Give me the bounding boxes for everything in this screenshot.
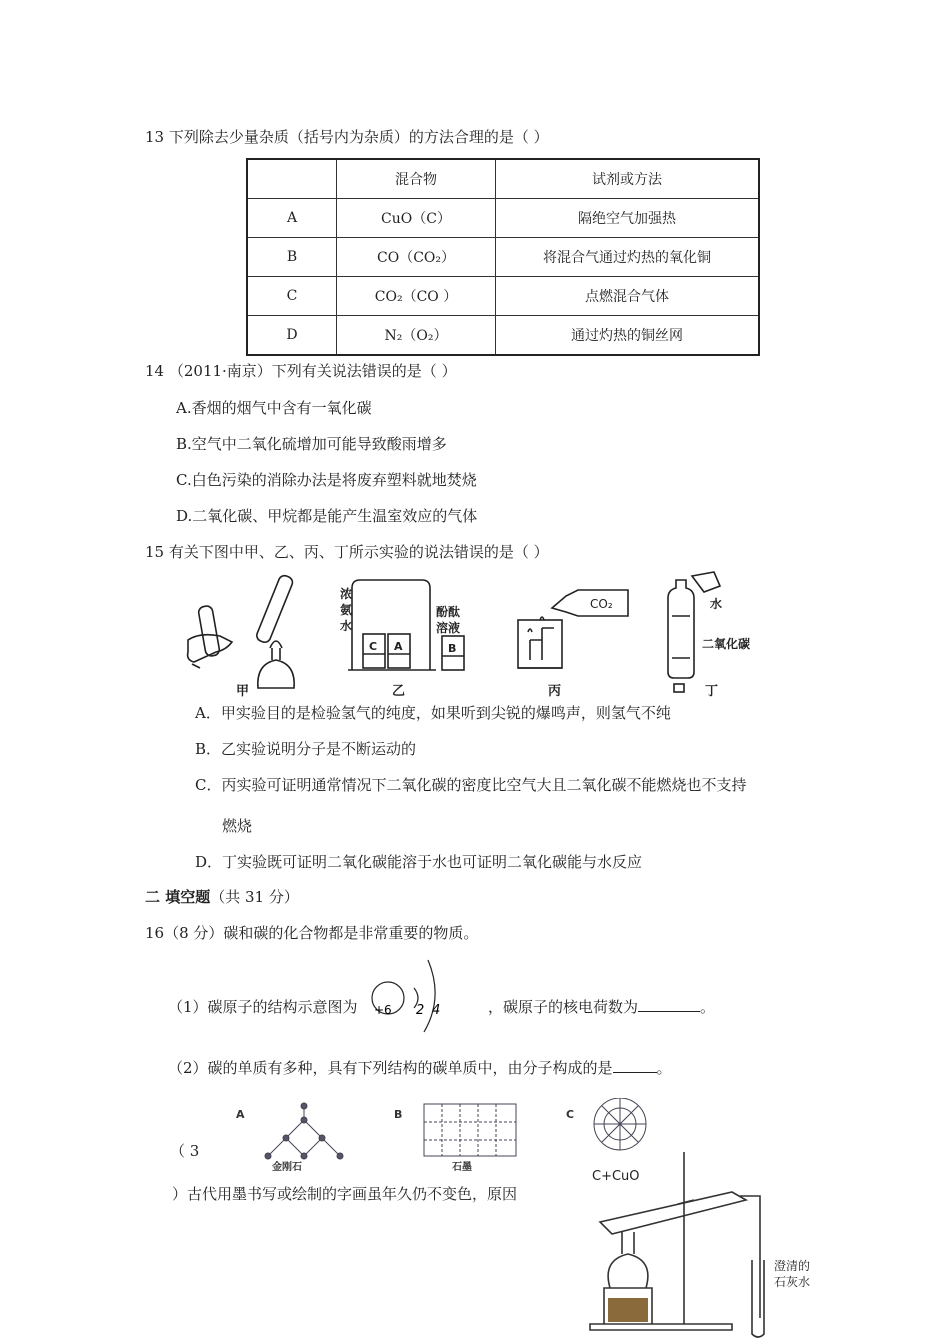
- q16-stem: 16（8 分）碳和碳的化合物都是非常重要的物质。: [145, 924, 479, 942]
- q15-experiment-figure: [180, 568, 780, 700]
- table-cell: C: [247, 277, 337, 316]
- q16-part1-before: （1）碳原子的结构示意图为: [168, 998, 358, 1016]
- q14-option-d: D.二氧化碳、甲烷都是能产生温室效应的气体: [176, 507, 478, 525]
- structure-b-letter: B: [394, 1108, 403, 1121]
- table-cell: 将混合气通过灼热的氧化铜: [496, 238, 760, 277]
- section-heading: [145, 886, 299, 907]
- q14-stem: 14 （2011·南京）下列有关说法错误的是（ ）: [145, 362, 457, 380]
- section-number: 二 填空题: [145, 888, 211, 906]
- wood-block-icon: [608, 1298, 648, 1322]
- diamond-structure-icon: [265, 1103, 343, 1159]
- label-ammonia-3: 水: [340, 619, 353, 633]
- label-beaker-c: C: [369, 640, 378, 653]
- caption-ding: 丁: [705, 684, 719, 699]
- caption-jia: 甲: [236, 684, 250, 699]
- table-cell: A: [247, 199, 337, 238]
- table-row: [247, 238, 759, 277]
- label-ammonia-2: 氨: [340, 603, 353, 617]
- apparatus-tube-label: C+CuO: [592, 1169, 640, 1184]
- carbon-atom-structure-icon: [368, 958, 468, 1034]
- table-header: [247, 159, 337, 199]
- structure-a-letter: A: [236, 1108, 245, 1121]
- label-carbon-dioxide: 二氧化碳: [702, 637, 751, 651]
- label-beaker-b: B: [448, 642, 457, 655]
- structure-a-name: 金刚石: [272, 1162, 302, 1173]
- table-header: 混合物: [337, 159, 496, 199]
- q16-part3-text: ）古代用墨书写或绘制的字画虽年久仍不变色，原因: [172, 1185, 518, 1203]
- table-cell: CO₂（CO ）: [337, 277, 496, 316]
- q16-part3-num: （ 3: [170, 1142, 200, 1160]
- hand-test-tube-icon: [188, 605, 232, 668]
- q16-part2-end: 。: [656, 1059, 672, 1077]
- label-co2: CO₂: [590, 597, 613, 611]
- q13-table: [246, 158, 760, 356]
- label-phenolphthalein-2: 溶液: [436, 621, 461, 635]
- caption-bing: 丙: [548, 684, 562, 699]
- table-cell: CO（CO₂）: [337, 238, 496, 277]
- q15-option-a: A．甲实验目的是检验氢气的纯度，如果听到尖锐的爆鸣声，则氢气不纯: [195, 704, 671, 722]
- limewater-label-2: 石灰水: [774, 1275, 811, 1289]
- q15-option-d: D．丁实验既可证明二氧化碳能溶于水也可证明二氧化碳能与水反应: [195, 853, 643, 871]
- table-cell: CuO（C）: [337, 199, 496, 238]
- q15-option-c-cont: 燃烧: [222, 817, 253, 835]
- answer-blank-2[interactable]: [613, 1072, 657, 1073]
- table-header: 试剂或方法: [496, 159, 760, 199]
- fullerene-structure-icon: [594, 1098, 646, 1150]
- q15-stem: 15 有关下图中甲、乙、丙、丁所示实验的说法错误的是（ ）: [145, 543, 549, 561]
- label-water: 水: [710, 597, 723, 611]
- carbon-reduction-apparatus-figure: [582, 1148, 822, 1340]
- q15-option-b: B．乙实验说明分子是不断运动的: [195, 740, 417, 758]
- q16-part2: [168, 1057, 672, 1078]
- q15-option-c: C．丙实验可证明通常情况下二氧化碳的密度比空气大且二氧化碳不能燃烧也不支持: [195, 776, 747, 794]
- atom-shell-2: 4: [432, 1003, 441, 1018]
- candle-beaker-icon: [518, 617, 562, 668]
- atom-shell-1: 2: [416, 1003, 425, 1018]
- limewater-label-1: 澄清的: [774, 1259, 811, 1273]
- q16-part1-end: 。: [700, 998, 716, 1016]
- alcohol-lamp-icon: [255, 574, 294, 688]
- structure-c-letter: C: [566, 1108, 575, 1121]
- q14-option-c: C.白色污染的消除办法是将废弃塑料就地焚烧: [176, 471, 477, 489]
- table-cell: 点燃混合气体: [496, 277, 760, 316]
- table-cell: B: [247, 238, 337, 277]
- label-ammonia-1: 浓: [340, 587, 353, 601]
- caption-yi: 乙: [392, 684, 406, 699]
- q14-option-a: A.香烟的烟气中含有一氧化碳: [176, 399, 372, 417]
- label-beaker-a: A: [394, 640, 403, 653]
- table-cell: D: [247, 316, 337, 356]
- structure-b-name: 石墨: [452, 1162, 472, 1173]
- q14-option-b: B.空气中二氧化硫增加可能导致酸雨增多: [176, 435, 447, 453]
- table-cell: 通过灼热的铜丝网: [496, 316, 760, 356]
- graphite-structure-icon: [424, 1104, 516, 1156]
- table-row: [247, 277, 759, 316]
- table-cell: N₂（O₂）: [337, 316, 496, 356]
- table-cell: 隔绝空气加强热: [496, 199, 760, 238]
- answer-blank-1[interactable]: [638, 1011, 700, 1012]
- plastic-bottle-icon: [668, 572, 723, 692]
- section-points: （共 31 分）: [210, 888, 299, 906]
- atom-nucleus-label: +6: [374, 1003, 392, 1017]
- q13-stem: 13 下列除去少量杂质（括号内为杂质）的方法合理的是（ ）: [145, 128, 549, 146]
- label-phenolphthalein-1: 酚酞: [436, 605, 461, 619]
- table-row: [247, 199, 759, 238]
- q16-part2-text: （2）碳的单质有多种，具有下列结构的碳单质中，由分子构成的是: [168, 1059, 613, 1077]
- q16-part1-text: ，碳原子的核电荷数为: [488, 998, 639, 1016]
- q16-part1-after: [488, 996, 715, 1017]
- table-row: [247, 316, 759, 356]
